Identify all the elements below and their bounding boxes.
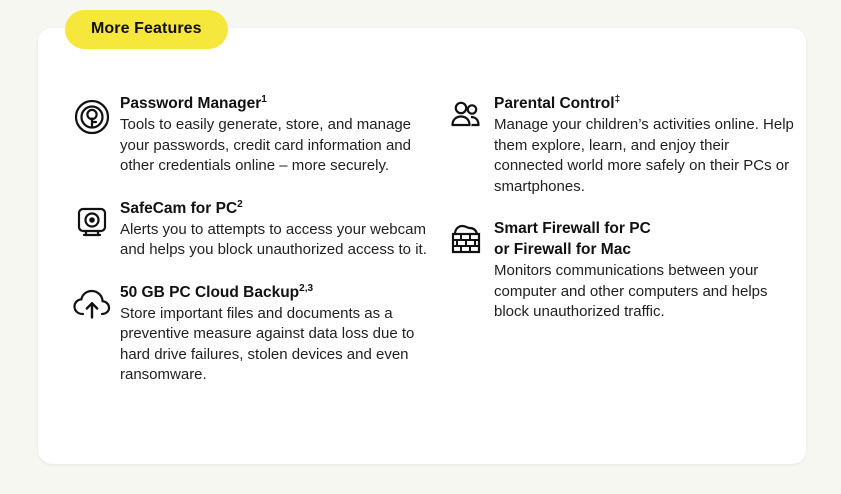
feature-text	[120, 199, 438, 261]
feature-title-text: SafeCam for PC	[120, 199, 238, 217]
feature-title	[494, 219, 798, 239]
feature-title-text: 50 GB PC Cloud Backup	[120, 283, 300, 301]
more-features-badge: More Features	[65, 10, 228, 49]
feature-parental-control	[438, 94, 806, 197]
feature-description: Tools to easily generate, store, and manage your passwords, credit card information and other credentials online – more securely.	[120, 116, 412, 174]
feature-cloud-backup	[64, 283, 438, 386]
feature-title-text: Parental Control	[494, 95, 615, 112]
feature-title	[494, 94, 798, 114]
feature-description: Store important files and documents as a preventive measure against data loss due to hard drive failures, stolen devices and even ransomware.	[120, 304, 415, 383]
parental-control-icon	[438, 94, 494, 197]
feature-title-superscript: 2,3	[299, 282, 314, 294]
feature-title	[120, 199, 430, 219]
feature-title-line2: or Firewall for Mac	[494, 241, 631, 258]
feature-description: Alerts you to attempts to access your webcam and helps you block unauthorized access to it.	[120, 220, 427, 258]
feature-description: Monitors communications between your computer and other computers and helps block unauthorized traffic.	[494, 262, 768, 320]
cloud-backup-icon	[64, 283, 120, 386]
password-manager-icon	[64, 94, 120, 177]
feature-title-text: Smart Firewall for PC	[494, 220, 651, 237]
feature-description: Manage your children’s activities online. Help them explore, learn, and enjoy their connected world more safely on their PCs or smartphones.	[494, 116, 794, 195]
feature-title	[120, 94, 430, 114]
feature-title-text: Password Manager	[120, 95, 262, 112]
smart-firewall-icon	[438, 219, 494, 323]
feature-title-superscript: 1	[261, 93, 267, 105]
feature-text	[120, 94, 438, 177]
feature-title-superscript: 2	[237, 198, 243, 210]
feature-text	[494, 219, 806, 323]
feature-text	[120, 283, 438, 386]
more-features-card	[38, 28, 806, 464]
features-column-right	[438, 94, 806, 408]
feature-smart-firewall	[438, 219, 806, 323]
features-columns	[38, 94, 806, 408]
feature-text	[494, 94, 806, 197]
feature-password-manager	[64, 94, 438, 177]
feature-title	[120, 283, 430, 303]
feature-safecam	[64, 199, 438, 261]
safecam-webcam-icon	[64, 199, 120, 261]
features-column-left	[38, 94, 438, 408]
feature-title-superscript: ‡	[614, 93, 621, 105]
